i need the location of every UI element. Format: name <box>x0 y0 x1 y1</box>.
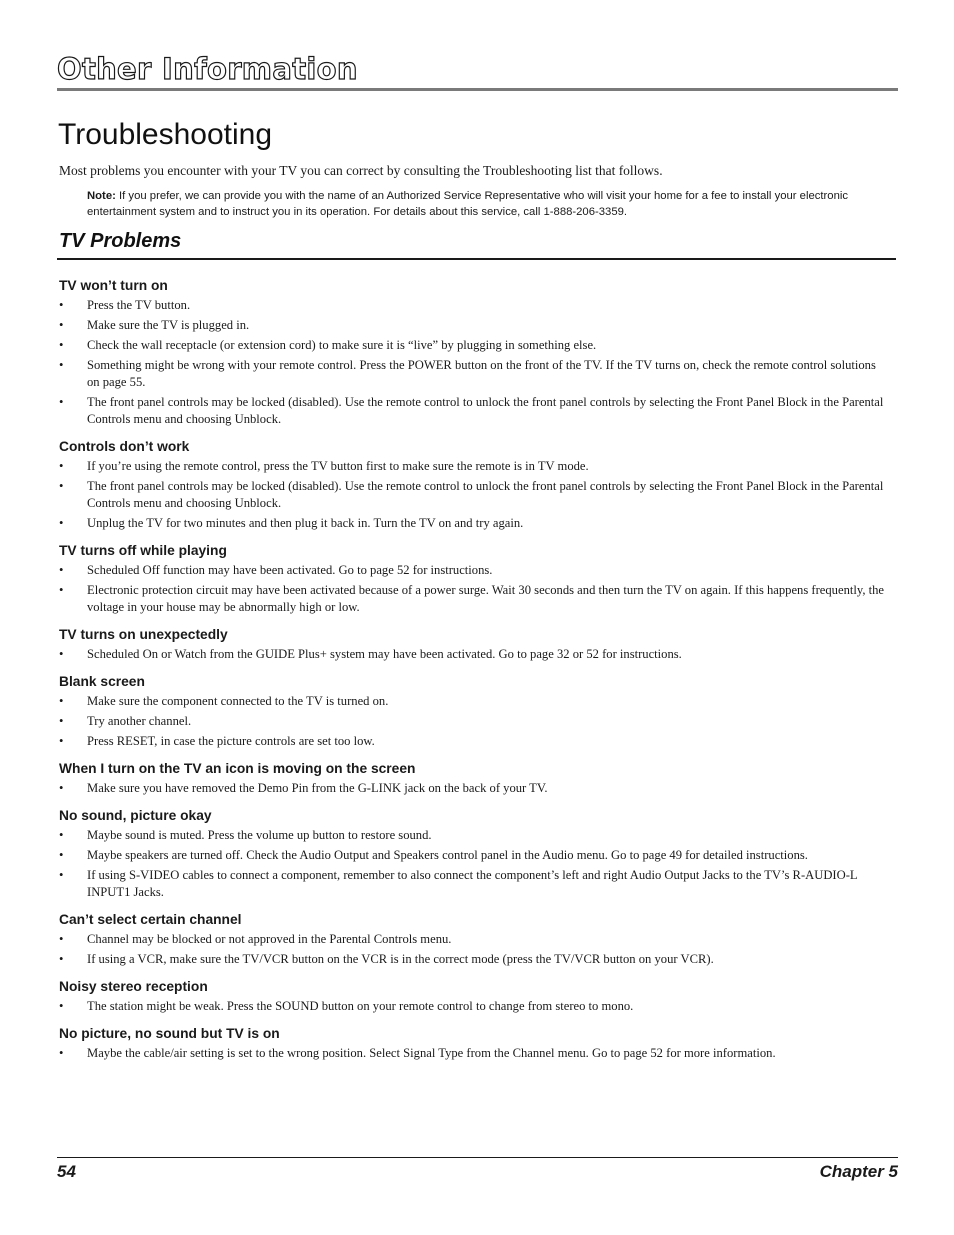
problem-block <box>59 673 891 750</box>
solution-item <box>59 515 891 532</box>
solution-text: Channel may be blocked or not approved in the Parental Controls menu. <box>87 932 452 946</box>
bullet-icon: • <box>59 479 64 493</box>
header-divider <box>57 88 898 91</box>
solution-item <box>59 646 891 663</box>
problem-block <box>59 807 891 901</box>
bullet-icon: • <box>59 828 64 842</box>
solution-list <box>59 998 891 1015</box>
solution-item <box>59 780 891 797</box>
solution-item <box>59 394 891 428</box>
solution-text: Make sure the component connected to the TV is turned on. <box>87 694 389 708</box>
problem-block <box>59 438 891 532</box>
problem-heading: No picture, no sound but TV is on <box>59 1026 280 1041</box>
solution-text: Maybe speakers are turned off. Check the Audio Output and Speakers control panel in the Audio menu. Go to page 49 for detailed instructions. <box>87 848 808 862</box>
bullet-icon: • <box>59 714 64 728</box>
solution-text: The front panel controls may be locked (disabled). Use the remote control to unlock the front panel controls by selecting the Front Panel Block in the Parental Controls menu and choosing Unblock. <box>87 479 884 510</box>
solution-item <box>59 827 891 844</box>
solution-text: Make sure the TV is plugged in. <box>87 318 250 332</box>
problem-block <box>59 542 891 616</box>
solution-list <box>59 1045 891 1062</box>
solution-list <box>59 562 891 616</box>
chapter-header: Other Information <box>57 52 358 86</box>
problem-heading: No sound, picture okay <box>59 808 212 823</box>
bullet-icon: • <box>59 932 64 946</box>
page-title: Troubleshooting <box>58 118 273 151</box>
bullet-icon: • <box>59 298 64 312</box>
bullet-icon: • <box>59 952 64 966</box>
solution-text: If you’re using the remote control, press the TV button first to make sure the remote is in TV mode. <box>87 459 589 473</box>
problem-heading: TV turns off while playing <box>59 543 227 558</box>
solution-text: Scheduled Off function may have been activated. Go to page 52 for instructions. <box>87 563 493 577</box>
bullet-icon: • <box>59 459 64 473</box>
solution-item <box>59 951 891 968</box>
solution-list <box>59 646 891 663</box>
solution-text: Electronic protection circuit may have been activated because of a power surge. Wait 30 seconds and then turn the TV on again. If this happens frequently, the voltage in your house may be abnormally high or low. <box>87 583 885 614</box>
bullet-icon: • <box>59 694 64 708</box>
solution-list <box>59 458 891 532</box>
bullet-icon: • <box>59 358 64 372</box>
solution-item <box>59 998 891 1015</box>
solution-text: Press RESET, in case the picture controls are set too low. <box>87 734 375 748</box>
bullet-icon: • <box>59 868 64 882</box>
solution-text: Unplug the TV for two minutes and then plug it back in. Turn the TV on and try again. <box>87 516 524 530</box>
bullet-icon: • <box>59 1046 64 1060</box>
bullet-icon: • <box>59 338 64 352</box>
bullet-icon: • <box>59 583 64 597</box>
solution-text: Try another channel. <box>87 714 192 728</box>
solution-item <box>59 931 891 948</box>
problem-heading: Noisy stereo reception <box>59 979 208 994</box>
solution-item <box>59 693 891 710</box>
solution-text: Press the TV button. <box>87 298 191 312</box>
solution-item <box>59 562 891 579</box>
solution-item <box>59 1045 891 1062</box>
solution-item <box>59 478 891 512</box>
solution-text: If using a VCR, make sure the TV/VCR button on the VCR is in the correct mode (press the TV/VCR button on your VCR). <box>87 952 714 966</box>
problem-block <box>59 911 891 968</box>
bullet-icon: • <box>59 516 64 530</box>
solution-list <box>59 297 891 428</box>
solution-item <box>59 847 891 864</box>
solution-text: Scheduled On or Watch from the GUIDE Plus+ system may have been activated. Go to page 32 or 52 for instructions. <box>87 647 682 661</box>
section-title: TV Problems <box>59 230 182 252</box>
solution-text: Make sure you have removed the Demo Pin from the G-LINK jack on the back of your TV. <box>87 781 548 795</box>
note-text: If you prefer, we can provide you with the name of an Authorized Service Representative who will visit your home for a fee to install your electronic entertainment system and to instruct you in its operation. For details about this service, call 1-888-206-3359. <box>87 190 849 218</box>
solution-item <box>59 357 891 391</box>
solution-text: Check the wall receptacle (or extension cord) to make sure it is “live” by plugging in something else. <box>87 338 597 352</box>
solution-text: The station might be weak. Press the SOUND button on your remote control to change from stereo to mono. <box>87 999 634 1013</box>
bullet-icon: • <box>59 781 64 795</box>
bullet-icon: • <box>59 395 64 409</box>
solution-list <box>59 931 891 968</box>
solution-list <box>59 693 891 750</box>
bullet-icon: • <box>59 647 64 661</box>
intro-paragraph: Most problems you encounter with your TV you can correct by consulting the Troubleshooting list that follows. <box>59 163 663 178</box>
problem-block <box>59 626 891 663</box>
solution-item <box>59 582 891 616</box>
solution-text: Something might be wrong with your remote control. Press the POWER button on the front of the TV. If the TV turns on, check the remote control solutions on page 55. <box>87 358 876 389</box>
note-label: Note: <box>87 190 116 202</box>
problem-block <box>59 760 891 797</box>
solution-item <box>59 317 891 334</box>
bullet-icon: • <box>59 999 64 1013</box>
solution-item <box>59 458 891 475</box>
problem-heading: Blank screen <box>59 674 145 689</box>
problem-block <box>59 277 891 428</box>
bullet-icon: • <box>59 563 64 577</box>
solution-list <box>59 827 891 901</box>
solution-item <box>59 337 891 354</box>
solution-item <box>59 867 891 901</box>
problem-block <box>59 1025 891 1062</box>
solution-text: If using S-VIDEO cables to connect a component, remember to also connect the component’s left and right Audio Output Jacks to the TV’s R-AUDIO-L INPUT1 Jacks. <box>87 868 858 899</box>
problem-heading: Controls don’t work <box>59 439 190 454</box>
solution-list <box>59 780 891 797</box>
bullet-icon: • <box>59 318 64 332</box>
bullet-icon: • <box>59 848 64 862</box>
note-paragraph <box>87 189 887 220</box>
problem-heading: Can’t select certain channel <box>59 912 242 927</box>
problem-heading: TV turns on unexpectedly <box>59 627 228 642</box>
solution-item <box>59 713 891 730</box>
solution-item <box>59 733 891 750</box>
solution-text: Maybe sound is muted. Press the volume up button to restore sound. <box>87 828 432 842</box>
solution-text: The front panel controls may be locked (disabled). Use the remote control to unlock the front panel controls by selecting the Front Panel Block in the Parental Controls menu and choosing Unblock. <box>87 395 884 426</box>
page-number: 54 <box>57 1162 76 1181</box>
solution-item <box>59 297 891 314</box>
footer-divider <box>57 1157 898 1158</box>
bullet-icon: • <box>59 734 64 748</box>
problem-heading: When I turn on the TV an icon is moving on the screen <box>59 761 416 776</box>
problem-block <box>59 978 891 1015</box>
problem-list <box>59 277 891 1072</box>
chapter-label: Chapter 5 <box>819 1162 898 1181</box>
section-divider <box>57 258 896 260</box>
solution-text: Maybe the cable/air setting is set to the wrong position. Select Signal Type from the Channel menu. Go to page 52 for more information. <box>87 1046 776 1060</box>
problem-heading: TV won’t turn on <box>59 278 168 293</box>
